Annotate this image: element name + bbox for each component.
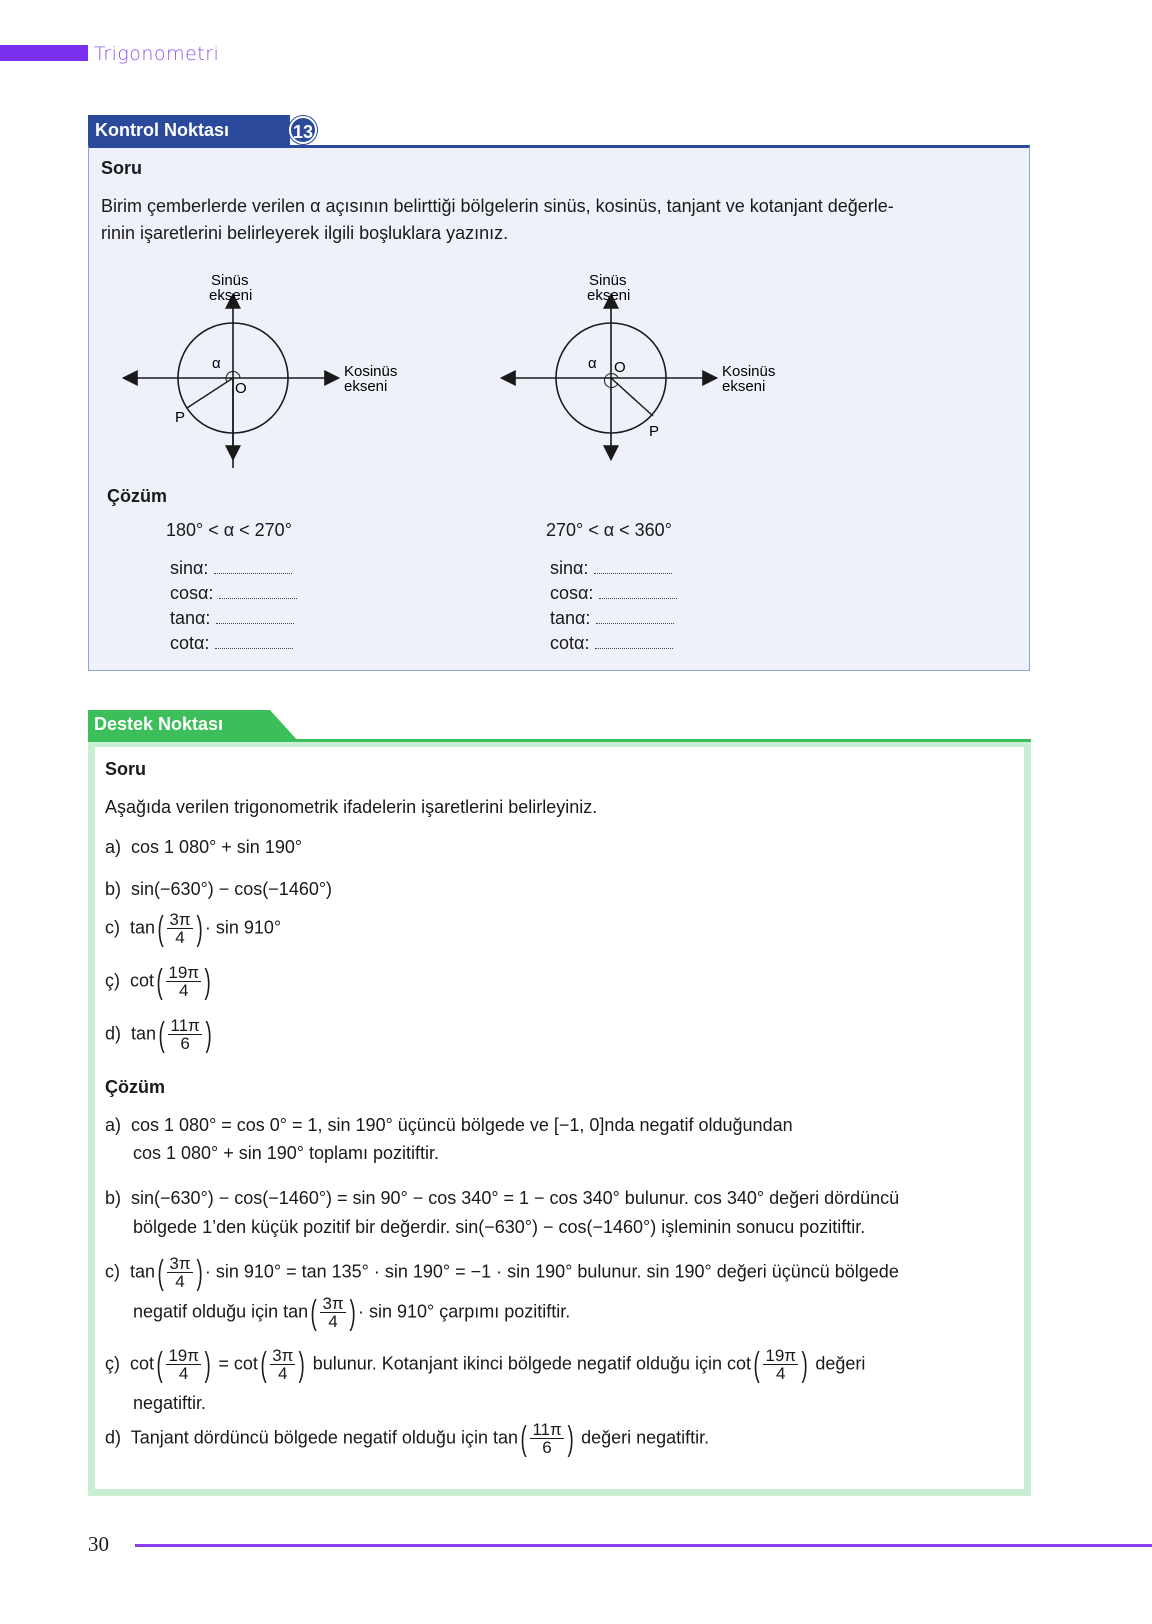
destek-noktasi-tab: Destek Noktası [94, 714, 224, 734]
question-text: Aşağıda verilen trigonometrik ifadelerin işaretlerini belirleyiniz. [105, 797, 598, 817]
kontrol-noktasi-box [88, 145, 1030, 671]
solution-b-line-1: b) sin(−630°) − cos(−1460°) = sin 90° − cos 340° = 1 − cos 340° bulunur. cos 340° değeri dördüncü [105, 1188, 900, 1208]
question-line-2: rinin işaretlerini belirleyerek ilgili boşluklara yazınız. [101, 223, 509, 243]
sin-axis-label-1: Sinüs [589, 272, 627, 289]
alpha-label: α [588, 355, 597, 372]
unit-circle-diagram-left [109, 258, 429, 468]
page-number: 30 [88, 1532, 109, 1556]
sin-blank-right: sinα: [550, 558, 672, 579]
range-left: 180° < α < 270° [166, 520, 292, 540]
range-right: 270° < α < 360° [546, 520, 672, 540]
solution-c-line-2: negatif olduğu için tan( $\frac{3\pi}{4}$ ) · sin 910° çarpımı pozitiftir. [133, 1293, 571, 1332]
cozum-label: Çözüm [107, 486, 167, 506]
solution-a-line-1: a) cos 1 080° = cos 0° = 1, sin 190° üçüncü bölgede ve [−1, 0]nda negatif olduğundan [105, 1115, 793, 1135]
sin-axis-label-2: ekseni [209, 287, 253, 304]
origin-label: O [235, 380, 247, 397]
soru-label: Soru [105, 759, 147, 779]
cos-axis-label-1: Kosinüs [344, 363, 398, 380]
sin-axis-label-1: Sinüs [211, 272, 249, 289]
alpha-label: α [212, 355, 221, 372]
cos-axis-label-2: ekseni [344, 378, 388, 395]
footer-line [135, 1544, 1152, 1547]
cos-axis-label-1: Kosinüs [722, 363, 776, 380]
solution-a-line-2: cos 1 080° + sin 190° toplamı pozitiftir. [133, 1143, 440, 1163]
solution-b-line-2: bölgede 1’den küçük pozitif bir değerdir. sin(−630°) − cos(−1460°) işleminin sonucu pozitiftir. [133, 1217, 866, 1237]
soru-label: Soru [101, 158, 143, 178]
item-d: d) tan( $\frac{11\pi}{6}$ ) [105, 1015, 212, 1054]
item-cc: ç) cot( $\frac{19\pi}{4}$ ) [105, 962, 211, 1001]
cozum-label: Çözüm [105, 1077, 165, 1097]
item-c: c) tan( $\frac{3\pi}{4}$ ) · sin 910° [105, 909, 282, 948]
point-p-label: P [175, 409, 186, 426]
cos-axis-label-2: ekseni [722, 378, 766, 395]
solution-cc-line-2: negatiftir. [133, 1393, 207, 1413]
cos-blank-left: cosα: [170, 583, 297, 604]
item-a: a) cos 1 080° + sin 190° [105, 837, 303, 857]
solution-cc-line-1: ç) cot( $\frac{19\pi}{4}$ ) = cot( $\frac{3\pi}{4}$ ) bulunur. Kotanjant ikinci bölgede negatif olduğu için cot( $\frac{19\pi}{4}$ ) değeri [105, 1345, 866, 1384]
sin-axis-label-2: ekseni [587, 287, 631, 304]
cot-blank-right: cotα: [550, 633, 673, 654]
sin-blank-left: sinα: [170, 558, 292, 579]
cot-blank-left: cotα: [170, 633, 293, 654]
solution-c-line-1: c) tan( $\frac{3\pi}{4}$ ) · sin 910° = tan 135° · sin 190° = −1 · sin 190° bulunur. sin 190° değeri üçüncü bölgede [105, 1253, 899, 1292]
question-line-1: Birim çemberlerde verilen α açısının belirttiği bölgelerin sinüs, kosinüs, tanjant ve kotanjant değerle- [101, 196, 894, 216]
chapter-title: Trigonometri [94, 43, 220, 65]
solution-d: d) Tanjant dördüncü bölgede negatif olduğu için tan( $\frac{11\pi}{6}$ ) değeri negatiftir. [105, 1419, 710, 1458]
origin-label: O [614, 359, 626, 376]
item-b: b) sin(−630°) − cos(−1460°) [105, 879, 333, 899]
kontrol-badge: 13 [289, 116, 317, 144]
tan-blank-left: tanα: [170, 608, 294, 629]
cos-blank-right: cosα: [550, 583, 677, 604]
kontrol-noktasi-tab: Kontrol Noktası [88, 115, 290, 145]
point-p-label: P [649, 423, 660, 440]
tan-blank-right: tanα: [550, 608, 674, 629]
destek-noktasi-box [88, 742, 1031, 1496]
unit-circle-diagram-right [487, 258, 807, 468]
chapter-color-bar [0, 45, 88, 61]
